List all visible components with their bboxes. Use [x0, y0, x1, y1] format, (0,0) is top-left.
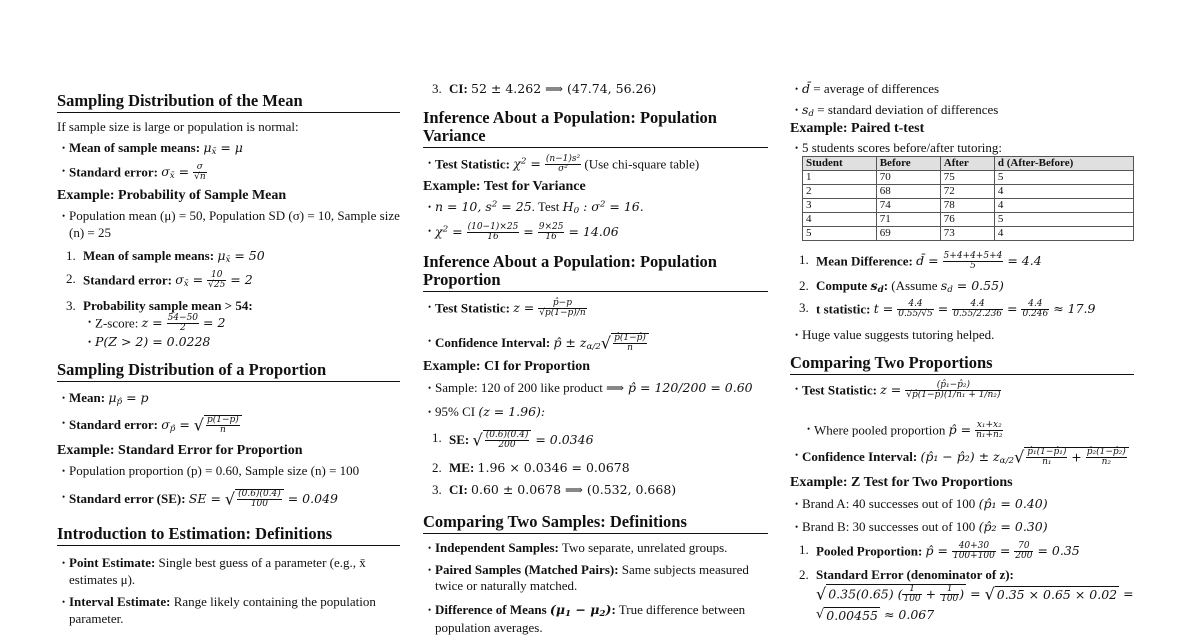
formula: 1.96 × 0.0346 = 0.0678 [477, 460, 630, 475]
formula: (p̂₂ = 0.30) [978, 518, 1048, 534]
heading-pop-proportion: Inference About a Population: Population Proportion [423, 253, 768, 292]
section-two-samples [423, 513, 768, 534]
formula: ⟹ p̂ = 120/200 = 0.60 [606, 380, 753, 395]
example-title-2: Example: Standard Error for Proportion [57, 443, 303, 458]
example-title-4: Example: CI for Proportion [423, 359, 591, 374]
table-header: After [940, 157, 994, 171]
formula: p̂ ± $z_{\alpha/2}√$ $\frac{p̂(1-p̂)}{n}$ [553, 335, 648, 350]
table-row: 2 68 72 4 [803, 185, 1134, 199]
list-item: • Standard error: $\sigma_{p̂}$ = √ $\frac{p(1-p)}{n}$ [57, 415, 400, 436]
formula: √ 0.35(0.65) ( $\frac{1}{100}$ + $\frac{1}{100}$ ) = √ 0.35 × 0.65 × 0.02 = [816, 584, 1134, 605]
two-props-ci [790, 447, 1134, 468]
ci-example-steps [423, 430, 768, 451]
list-item: • Huge value suggests tutoring helped. [790, 327, 1134, 344]
variance-example-list-2 [423, 223, 768, 243]
example-steps-2 [57, 271, 400, 291]
list-item: • Test Statistic: $\chi^2$ = $\frac{\text{(n−1)s²}}{\text{σ²}}$ (Use chi-square table) [423, 155, 768, 175]
list-item: • Point Estimate: Single best guess of a parameter (e.g., x̄ estimates μ). [57, 555, 400, 588]
section-sampling-prop [57, 361, 400, 382]
tutoring-table-wrap [802, 156, 1134, 241]
z-list [83, 314, 400, 351]
list-item: • Sample: 120 of 200 like product ⟹ p̂ = 120/200 = 0.60 [423, 380, 768, 397]
list-item: • Difference of Means $(\mu_1 - \mu_2)$: True difference between population averages. [423, 602, 768, 637]
example-title-6: Example: Z Test for Two Proportions [790, 475, 1013, 490]
list-item: • Where pooled proportion p̂ = $\frac{\text{x₁+x₂}}{\text{n₁+n₂}}$ [802, 421, 1134, 441]
list-item: 3. CI: 52 ± 4.262 ⟹ (47.74, 56.26) [432, 81, 657, 96]
formula: z = $\frac{54-50}{2}$ = 2 [141, 313, 226, 334]
list-item: • Population proportion (p) = 0.60, Sample size (n) = 100 [57, 463, 400, 480]
sampling-mean-intro: If sample size is large or population is normal: [57, 119, 299, 134]
table-header-row [803, 157, 1134, 171]
paired-defs [790, 81, 1134, 120]
sampling-mean-list [57, 140, 400, 158]
list-item: • Mean of sample means: $\mu_{x̄} = \mu$ [57, 140, 400, 158]
z-example-steps-2 [790, 567, 1134, 584]
list-item: • Mean: $\mu_{p̂} = p$ [57, 390, 400, 408]
section-sampling-mean [57, 92, 400, 113]
table-row: 1 70 75 5 [803, 171, 1134, 185]
list-item: 2. ME: 1.96 × 0.0346 = 0.0678 [432, 460, 630, 475]
two-samples-list [423, 540, 768, 637]
variance-list [423, 155, 768, 175]
formula: (p̂₁ − p̂₂) ± $z_{\alpha/2}√$ $\frac{\text{p̂₁(1−p̂₁)}}{\text{n₁}}$ + $\frac{\text{p̂₂(1−p̂₂)}}{\text{n₂}}$ [920, 449, 1128, 464]
example-steps-3 [57, 298, 400, 315]
formula: $s_d$ [802, 101, 815, 119]
list-item: • Independent Samples: Two separate, unrelated groups. [423, 540, 768, 557]
paired-steps-2 [790, 300, 1134, 320]
formula: P(Z > 2) = 0.0228 [95, 333, 211, 349]
formula: $\mu_{x̄} = 50$ [217, 248, 265, 266]
example-title-5: Example: Paired t-test [790, 121, 925, 136]
ci-step [423, 81, 768, 98]
formula: √ 0.00455 ≈ 0.067 [816, 607, 935, 623]
example2-list [57, 463, 400, 480]
two-props-list [790, 381, 1134, 401]
formula: p̂ = $\frac{\text{x₁+x₂}}{\text{n₁+n₂}}$ [948, 420, 1003, 441]
list-item: • $s_d$ = standard deviation of differences [790, 102, 1134, 120]
example-title: Example: Probability of Sample Mean [57, 188, 287, 203]
ci-example-steps-2 [423, 460, 768, 498]
list-item: • Paired Samples (Matched Pairs): Same subjects measured twice or naturally matched. [423, 562, 768, 595]
table-row: 3 74 78 4 [803, 199, 1134, 213]
section-pop-variance [423, 109, 768, 148]
list-item: • Z-score: z = $\frac{54-50}{2}$ = 2 [83, 314, 400, 334]
formula: (p̂₁ = 0.40) [978, 496, 1048, 511]
list-item: • 5 students scores before/after tutoring: [790, 140, 1134, 157]
list-item: • Population mean (μ) = 50, Population SD (σ) = 10, Sample size (n) = 25 [57, 208, 400, 241]
list-item: • Test Statistic: z = $\frac{p̂-p}{√p(1-p)/n}$ [423, 299, 768, 319]
list-item: 1. Mean of sample means: $\mu_{x̄} = 50$ [66, 248, 265, 266]
formula: t = $\frac{4.4}{0.55/√5}$ = $\frac{4.4}{0.55/2.236}$ = $\frac{4.4}{0.246}$ ≈ 17.9 [873, 299, 1096, 320]
list-item: 2. Compute $s_d$: (Assume $s_d = 0.55$) [799, 277, 1004, 296]
formula: z = $\frac{p̂-p}{√p(1-p)/n}$ [513, 298, 586, 319]
formula: (z = 1.96): [478, 403, 546, 419]
se-result [816, 607, 1134, 624]
list-item: • Standard error (SE): SE = √ $\frac{(0.6)(0.4)}{100}$ = 0.049 [57, 489, 400, 510]
example-steps [57, 248, 400, 266]
list-item: 1. Mean Difference: d̄ = $\frac{5+4+4+5+4}{5}$ = 4.4 [799, 251, 1042, 272]
formula: 0.60 ± 0.0678 ⟹ (0.532, 0.668) [471, 481, 677, 497]
formula: SE = √ $\frac{(0.6)(0.4)}{100}$ = 0.049 [188, 489, 338, 510]
section-pop-proportion [423, 253, 768, 292]
formula: $\chi^2$ = $\frac{(10-1)\times 25}{16}$ = $\frac{9\times 25}{16}$ = 14.06 [435, 222, 619, 243]
pop-prop-list [423, 299, 768, 319]
formula: 52 ± 4.262 ⟹ (47.74, 56.26) [471, 81, 657, 96]
ci-example-list [423, 380, 768, 420]
formula: $\sigma_{x̄}$ = $\frac{\sigma}{√n}$ [161, 162, 206, 183]
formula: $\sigma_{x̄}$ = $\frac{10}{√25}$ = 2 [175, 270, 253, 291]
list-item: 1. SE: √ $\frac{(0.6)(0.4)}{200}$ = 0.0346 [432, 430, 594, 451]
formula: $H_0$ : $\sigma^2 = 16$. [562, 199, 644, 217]
example-title-3: Example: Test for Variance [423, 179, 586, 194]
list-item: • Brand A: 40 successes out of 100 (p̂₁ = 0.40) [790, 496, 1134, 513]
heading-sampling-prop: Sampling Distribution of a Proportion [57, 361, 400, 382]
prop-list-2 [57, 415, 400, 436]
sampling-mean-list-2 [57, 163, 400, 183]
estimation-list-2 [57, 594, 400, 627]
formula: √ $\frac{(0.6)(0.4)}{200}$ = 0.0346 [472, 430, 594, 451]
list-item: • Interval Estimate: Range likely containing the population parameter. [57, 594, 400, 627]
list-item: • 95% CI (z = 1.96): [423, 404, 768, 421]
table-header: Student [803, 157, 877, 171]
list-item: • Confidence Interval: p̂ ± $z_{\alpha/2}√$ $\frac{p̂(1-p̂)}{n}$ [423, 333, 768, 354]
table-header: Before [876, 157, 940, 171]
section-two-props [790, 354, 1134, 375]
list-item: 2. Standard error: $\sigma_{x̄}$ = $\frac{10}{√25}$ = 2 [66, 270, 253, 291]
heading-two-samples: Comparing Two Samples: Definitions [423, 513, 768, 534]
list-item: 1. Pooled Proportion: p̂ = $\frac{40+30}{100+100}$ = $\frac{70}{200}$ = 0.35 [799, 541, 1080, 562]
formula: $\mu_{x̄} = \mu$ [203, 140, 243, 158]
prop-list [57, 390, 400, 408]
heading-sampling-mean: Sampling Distribution of the Mean [57, 92, 400, 113]
estimation-list [57, 555, 400, 588]
formula: $\chi^2$ = $\frac{\text{(n−1)s²}}{\text{σ²}}$ [513, 154, 581, 175]
pooled-list [802, 421, 1134, 441]
table-header: d (After-Before) [994, 157, 1133, 171]
formula: $s_d = 0.55$) [940, 277, 1004, 296]
list-item: • Test Statistic: z = $\frac{\text{(p̂₁−p̂₂)}}{\text{√p̂(1−p̂)(1/n₁ + 1/n₂)}}$ [790, 381, 1134, 401]
paired-steps [790, 252, 1134, 296]
formula: d̄ [802, 81, 811, 96]
formula: p̂ = $\frac{40+30}{100+100}$ = $\frac{70}{200}$ = 0.35 [925, 541, 1080, 562]
list-item: 3. Probability sample mean > 54: [66, 298, 253, 313]
list-item [83, 334, 400, 351]
variance-example-list [423, 199, 768, 217]
example-list [57, 208, 400, 241]
table-row: 5 69 73 4 [803, 227, 1134, 241]
tutoring-table [802, 156, 1134, 241]
example2-list-2 [57, 489, 400, 510]
paired-example-list [790, 140, 1134, 157]
paired-note [790, 327, 1134, 344]
list-item: 3. CI: 0.60 ± 0.0678 ⟹ (0.532, 0.668) [432, 481, 677, 497]
formula: n = 10, $s^2 = 25$ [435, 199, 532, 214]
list-item [423, 223, 768, 243]
se-formula [816, 584, 1134, 605]
z-example-list [790, 496, 1134, 535]
heading-two-props: Comparing Two Proportions [790, 354, 1134, 375]
heading-pop-variance: Inference About a Population: Population Variance [423, 109, 768, 148]
list-item: • n = 10, $s^2 = 25$. Test $H_0$ : $\sigma^2 = 16$. [423, 199, 768, 217]
list-item: 3. t statistic: t = $\frac{4.4}{0.55/√5}$ = $\frac{4.4}{0.55/2.236}$ = $\frac{4.4}{0.246}$ ≈ 17.9 [799, 299, 1096, 320]
heading-estimation: Introduction to Estimation: Definitions [57, 525, 400, 546]
formula: $\mu_{p̂} = p$ [108, 390, 149, 408]
list-item: • Confidence Interval: (p̂₁ − p̂₂) ± $z_{\alpha/2}√$ $\frac{\text{p̂₁(1−p̂₁)}}{\text{n₁}}$ + $\frac{\text{p̂₂(1−p̂₂)}}{\text{n₂}}$ [790, 447, 1134, 468]
list-item: • d̄ = average of differences [790, 81, 1134, 98]
section-estimation [57, 525, 400, 546]
list-item: • Brand B: 30 successes out of 100 (p̂₂ = 0.30) [790, 519, 1134, 536]
table-row: 4 71 76 5 [803, 213, 1134, 227]
formula: z = $\frac{\text{(p̂₁−p̂₂)}}{\text{√p̂(1−p̂)(1/n₁ + 1/n₂)}}$ [880, 380, 1001, 401]
formula: d̄ = $\frac{5+4+4+5+4}{5}$ = 4.4 [916, 251, 1042, 272]
z-example-steps [790, 542, 1134, 562]
formula: $\sigma_{p̂}$ = √ $\frac{p(1-p)}{n}$ [161, 417, 242, 432]
pop-prop-list-2 [423, 333, 768, 354]
list-item: 2. Standard Error (denominator of z): [799, 567, 1014, 582]
list-item: • Standard error: $\sigma_{x̄}$ = $\frac{\sigma}{√n}$ [57, 163, 400, 183]
